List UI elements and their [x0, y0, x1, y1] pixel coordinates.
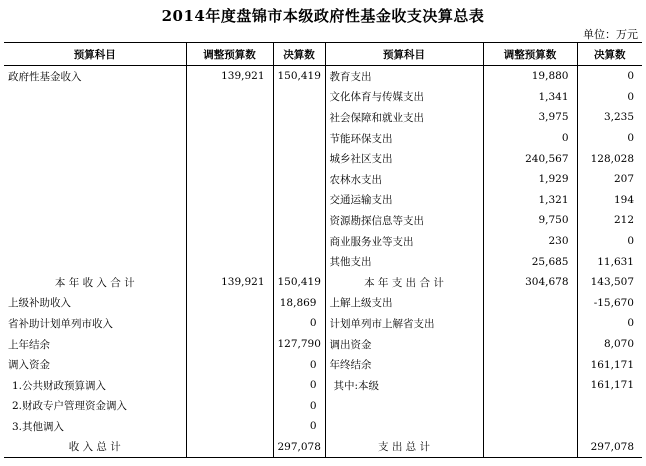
unit-label: 单位：万元 [583, 28, 638, 41]
subject-cell [4, 128, 186, 149]
value-cell: 150,419 [273, 272, 325, 293]
value-cell: 0 [577, 313, 642, 334]
table-row [4, 437, 642, 458]
value-cell: 143,507 [577, 272, 642, 293]
subject-cell: 政府性基金收入 [8, 70, 82, 83]
value-cell: 8,070 [577, 334, 642, 355]
value-cell [186, 354, 273, 375]
value-cell: 139,921 [186, 272, 273, 293]
table-row [4, 354, 642, 375]
table-row [4, 251, 642, 272]
subject-cell: 收 入 总 计 [4, 437, 186, 458]
table-row [4, 66, 642, 87]
subject-cell: 上年结余 [8, 338, 50, 351]
value-cell [186, 148, 273, 169]
value-cell [186, 396, 273, 417]
value-cell: 19,880 [483, 66, 577, 87]
value-cell: 1,321 [483, 190, 577, 211]
subject-cell [4, 87, 186, 108]
table-row [4, 231, 642, 252]
subject-cell: 社会保障和就业支出 [325, 107, 483, 128]
subject-cell: 其中:本级 [325, 375, 483, 396]
subject-cell: 上级补助收入 [8, 297, 71, 310]
table-row [4, 210, 642, 231]
value-cell [483, 334, 577, 355]
value-cell [186, 293, 273, 314]
value-cell [273, 190, 325, 211]
value-cell: 240,567 [483, 148, 577, 169]
value-cell: 11,631 [577, 251, 642, 272]
value-cell: 128,028 [577, 148, 642, 169]
value-cell: 161,171 [577, 354, 642, 375]
table-row [4, 87, 642, 108]
value-cell: 0 [577, 87, 642, 108]
value-cell [577, 416, 642, 437]
subject-cell: 交通运输支出 [325, 190, 483, 211]
value-cell: 9,750 [483, 210, 577, 231]
subject-cell: 教育支出 [325, 66, 483, 87]
table-row [4, 416, 642, 437]
subject-cell [325, 416, 483, 437]
value-cell [186, 128, 273, 149]
value-cell [273, 210, 325, 231]
value-cell: 0 [577, 128, 642, 149]
value-cell [273, 251, 325, 272]
table-row [4, 272, 642, 293]
subject-cell: 2.财政专户管理资金调入 [12, 400, 128, 413]
value-cell: 161,171 [577, 375, 642, 396]
subject-cell: 其他支出 [325, 251, 483, 272]
subject-cell: 省补助计划单列市收入 [8, 317, 113, 330]
value-cell: 297,078 [577, 437, 642, 458]
subject-cell [4, 107, 186, 128]
table-row [4, 169, 642, 190]
subject-cell [4, 210, 186, 231]
value-cell [577, 396, 642, 417]
value-cell [186, 231, 273, 252]
value-cell: 0 [273, 354, 325, 375]
value-cell: 0 [273, 313, 325, 334]
budget-table [4, 42, 642, 458]
value-cell [186, 313, 273, 334]
subject-cell: 文化体育与传媒支出 [325, 87, 483, 108]
value-cell [483, 354, 577, 375]
value-cell [186, 375, 273, 396]
value-cell [483, 313, 577, 334]
value-cell: 0 [577, 66, 642, 87]
value-cell: 139,921 [186, 66, 273, 87]
subject-cell [4, 190, 186, 211]
value-cell [483, 416, 577, 437]
value-cell [186, 87, 273, 108]
value-cell [273, 107, 325, 128]
value-cell [483, 396, 577, 417]
table-row [4, 190, 642, 211]
value-cell [186, 416, 273, 437]
value-cell: 0 [273, 396, 325, 417]
table-row [4, 313, 642, 334]
value-cell: 1,929 [483, 169, 577, 190]
header-income-final: 决算数 [273, 43, 325, 66]
value-cell [186, 334, 273, 355]
subject-cell: 商业服务业等支出 [325, 231, 483, 252]
table-row [4, 107, 642, 128]
subject-cell: 农林水支出 [325, 169, 483, 190]
value-cell: 207 [577, 169, 642, 190]
value-cell [273, 169, 325, 190]
subject-cell [4, 169, 186, 190]
subject-cell [4, 148, 186, 169]
table-header-row [4, 43, 642, 66]
value-cell: 0 [273, 416, 325, 437]
value-cell: 194 [577, 190, 642, 211]
value-cell [186, 437, 273, 458]
subject-cell [4, 231, 186, 252]
subject-cell: 资源勘探信息等支出 [325, 210, 483, 231]
value-cell: 0 [577, 231, 642, 252]
value-cell [483, 437, 577, 458]
value-cell: 3,235 [577, 107, 642, 128]
value-cell: 127,790 [273, 334, 325, 355]
subject-cell: 节能环保支出 [325, 128, 483, 149]
subject-cell: 上解上级支出 [325, 293, 483, 314]
value-cell [186, 169, 273, 190]
table-row [4, 148, 642, 169]
subject-cell: 3.其他调入 [12, 420, 65, 433]
value-cell [273, 148, 325, 169]
page-title: 2014年度盘锦市本级政府性基金收支决算总表 [161, 7, 485, 25]
value-cell: -15,670 [577, 293, 642, 314]
header-expense-final: 决算数 [577, 43, 642, 66]
value-cell [186, 210, 273, 231]
value-cell: 18,869 [273, 293, 325, 314]
table-row [4, 396, 642, 417]
subject-cell [325, 396, 483, 417]
value-cell: 0 [273, 375, 325, 396]
value-cell: 0 [483, 128, 577, 149]
subject-cell: 年终结余 [325, 354, 483, 375]
value-cell [273, 87, 325, 108]
value-cell [273, 231, 325, 252]
value-cell: 25,685 [483, 251, 577, 272]
subject-cell: 1.公共财政预算调入 [12, 379, 107, 392]
subject-cell: 本 年 收 入 合 计 [54, 276, 135, 289]
header-expense-subject: 预算科目 [325, 43, 483, 66]
value-cell [273, 128, 325, 149]
subject-cell: 调入资金 [8, 359, 50, 372]
subject-cell: 计划单列市上解省支出 [325, 313, 483, 334]
value-cell [483, 293, 577, 314]
table-row [4, 375, 642, 396]
header-income-subject: 预算科目 [4, 43, 186, 66]
header-income-adjusted: 调整预算数 [186, 43, 273, 66]
value-cell: 3,975 [483, 107, 577, 128]
value-cell [186, 190, 273, 211]
table-row [4, 128, 642, 149]
value-cell: 1,341 [483, 87, 577, 108]
value-cell: 304,678 [483, 272, 577, 293]
value-cell: 297,078 [273, 437, 325, 458]
subject-cell: 支 出 总 计 [325, 437, 483, 458]
table-row [4, 334, 642, 355]
value-cell [483, 375, 577, 396]
value-cell: 230 [483, 231, 577, 252]
value-cell: 212 [577, 210, 642, 231]
value-cell [186, 107, 273, 128]
subject-cell: 调出资金 [325, 334, 483, 355]
value-cell: 150,419 [273, 66, 325, 87]
value-cell [186, 251, 273, 272]
subject-cell: 本 年 支 出 合 计 [325, 272, 483, 293]
header-expense-adjusted: 调整预算数 [483, 43, 577, 66]
subject-cell: 城乡社区支出 [325, 148, 483, 169]
table-row [4, 293, 642, 314]
subject-cell [4, 251, 186, 272]
